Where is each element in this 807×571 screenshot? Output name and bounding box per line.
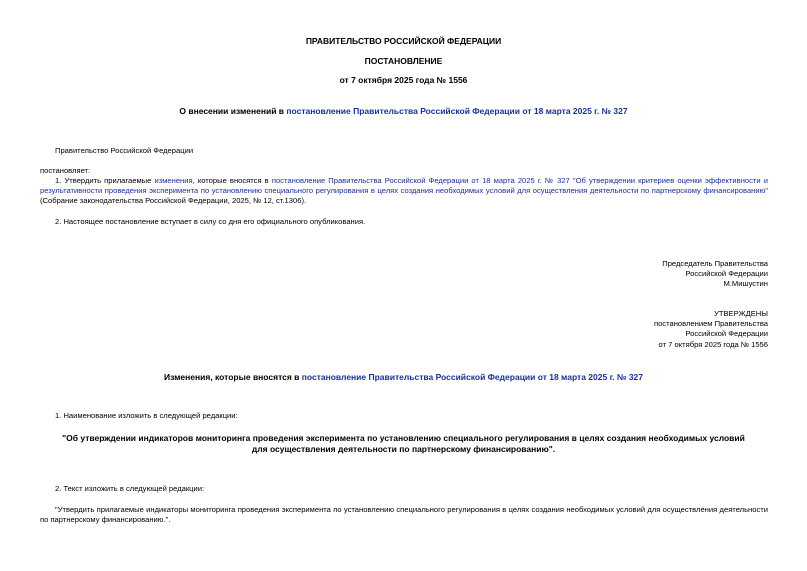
changes-item-1: 1. Наименование изложить в следующей редакции:	[55, 411, 238, 420]
p1-end: (Собрание законодательства Российской Федерации, 2025, № 12, ст.1306).	[40, 196, 307, 206]
document-title	[0, 106, 807, 117]
signature-block	[662, 259, 768, 290]
signature-country: Российской Федерации	[685, 269, 768, 279]
p1-start: 1. Утвердить прилагаемые	[55, 176, 155, 185]
new-title	[0, 433, 807, 455]
new-title-line-2: для осуществления деятельности по партнерскому финансированию".	[251, 444, 556, 454]
approval-approved: УТВЕРЖДЕНЫ	[714, 309, 768, 318]
issuer-text: Правительство Российской Федерации	[55, 146, 194, 155]
signature-title: Председатель Правительства	[662, 259, 768, 268]
signature-name: М.Мишустин	[723, 279, 768, 289]
p1-mid: , которые вносятся в	[192, 176, 272, 185]
approval-country: Российской Федерации	[685, 329, 768, 339]
changes-item-2: 2. Текст изложить в следующей редакции:	[55, 484, 205, 493]
changes-heading-link[interactable]: постановление Правительства Российской Федерации от 18 марта 2025 г. № 327	[301, 372, 643, 382]
changes-heading	[0, 372, 807, 383]
paragraph-2: 2. Настоящее постановление вступает в силу со дня его официального опубликования.	[55, 217, 366, 226]
approval-date-number: от 7 октября 2025 года № 1556	[658, 339, 768, 349]
title-link[interactable]: постановление Правительства Российской Федерации от 18 марта 2025 г. № 327	[286, 106, 628, 116]
new-text: "Утвердить прилагаемые индикаторы мониторинга проведения эксперимента по установлению специального регулирования в целях создания необходимых условий для осуществления деятельности по партнерскому финансированию.".	[40, 505, 768, 525]
approval-by-resolution: постановлением Правительства	[653, 319, 768, 329]
p1-changes-link[interactable]: изменения	[154, 176, 193, 185]
paragraph-1	[40, 176, 768, 207]
document-type: ПОСТАНОВЛЕНИЕ	[364, 56, 443, 66]
new-title-line-1: "Об утверждении индикаторов мониторинга проведения эксперимента по установлению специального регулирования в целях создания необходимых условий	[62, 433, 745, 443]
document-date-number: от 7 октября 2025 года № 1556	[339, 75, 468, 85]
title-prefix: О внесении изменений в	[179, 106, 287, 116]
changes-heading-prefix: Изменения, которые вносятся в	[164, 372, 302, 382]
government-heading: ПРАВИТЕЛЬСТВО РОССИЙСКОЙ ФЕДЕРАЦИИ	[305, 36, 502, 46]
approval-block	[654, 309, 768, 350]
decrees-text: постановляет:	[40, 166, 91, 175]
p1-resolution-link[interactable]: постановление Правительства Российской Федерации от 18 марта 2025 г. № 327 "Об утверждении критериев оценки эффективности и результативности проведения эксперимента по установлению специального регулирования в целях создания необходимых условий для осуществления деятельности по партнерскому финансированию"	[40, 176, 768, 196]
